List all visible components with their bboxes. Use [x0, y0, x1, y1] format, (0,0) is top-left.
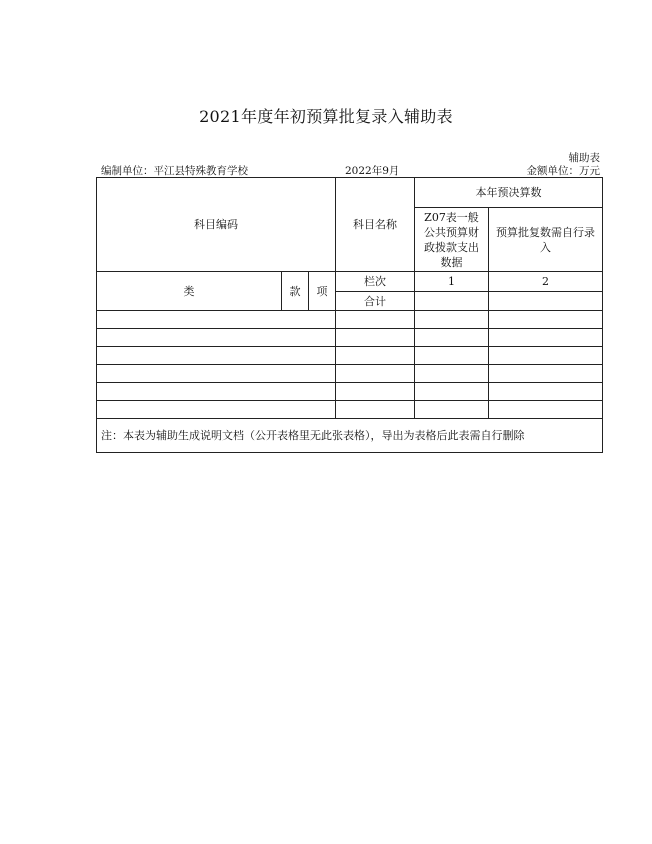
header-group: 本年预决算数 — [415, 178, 603, 208]
header-row-group — [97, 178, 603, 208]
table-note: 注：本表为辅助生成说明文档（公开表格里无此张表格），导出为表格后此表需自行删除 — [97, 419, 603, 453]
table-row — [97, 383, 603, 401]
note-row — [97, 419, 603, 453]
row-col1 — [415, 383, 489, 401]
row-name — [336, 365, 415, 383]
column-number-1: 1 — [415, 272, 489, 292]
row-col2 — [489, 401, 603, 419]
table-row — [97, 365, 603, 383]
row-col2 — [489, 329, 603, 347]
row-code — [97, 347, 336, 365]
code-xiang: 项 — [309, 272, 336, 311]
table-row — [97, 329, 603, 347]
row-col2 — [489, 311, 603, 329]
row-code — [97, 365, 336, 383]
column-number-2: 2 — [489, 272, 603, 292]
total-label: 合计 — [336, 292, 415, 311]
row-col2 — [489, 383, 603, 401]
row-code — [97, 311, 336, 329]
code-kuan: 款 — [282, 272, 309, 311]
row-name — [336, 347, 415, 365]
table-row — [97, 401, 603, 419]
table-row — [97, 311, 603, 329]
row-code — [97, 383, 336, 401]
row-col1 — [415, 401, 489, 419]
budget-table — [96, 177, 603, 453]
row-name — [336, 329, 415, 347]
header-col1: Z07表一般公共预算财政拨款支出数据 — [415, 208, 489, 272]
code-lei: 类 — [97, 272, 282, 311]
row-col1 — [415, 311, 489, 329]
row-col1 — [415, 329, 489, 347]
header-subject-code: 科目编码 — [97, 178, 336, 272]
row-code — [97, 401, 336, 419]
table-tag: 辅助表 — [568, 152, 600, 164]
compiling-unit: 编制单位：平江县特殊教育学校 — [101, 165, 248, 177]
row-col2 — [489, 365, 603, 383]
lanci-row — [97, 272, 603, 292]
page-title: 2021年度年初预算批复录入辅助表 — [199, 107, 453, 126]
money-unit: 金额单位：万元 — [526, 165, 600, 177]
row-col2 — [489, 347, 603, 365]
total-col1 — [415, 292, 489, 311]
row-name — [336, 383, 415, 401]
row-col1 — [415, 365, 489, 383]
report-date: 2022年9月 — [345, 165, 400, 177]
row-name — [336, 311, 415, 329]
header-subject-name: 科目名称 — [336, 178, 415, 272]
total-col2 — [489, 292, 603, 311]
row-code — [97, 329, 336, 347]
table-row — [97, 347, 603, 365]
row-name — [336, 401, 415, 419]
header-col2: 预算批复数需自行录入 — [489, 208, 603, 272]
lanci-label: 栏次 — [336, 272, 415, 292]
row-col1 — [415, 347, 489, 365]
